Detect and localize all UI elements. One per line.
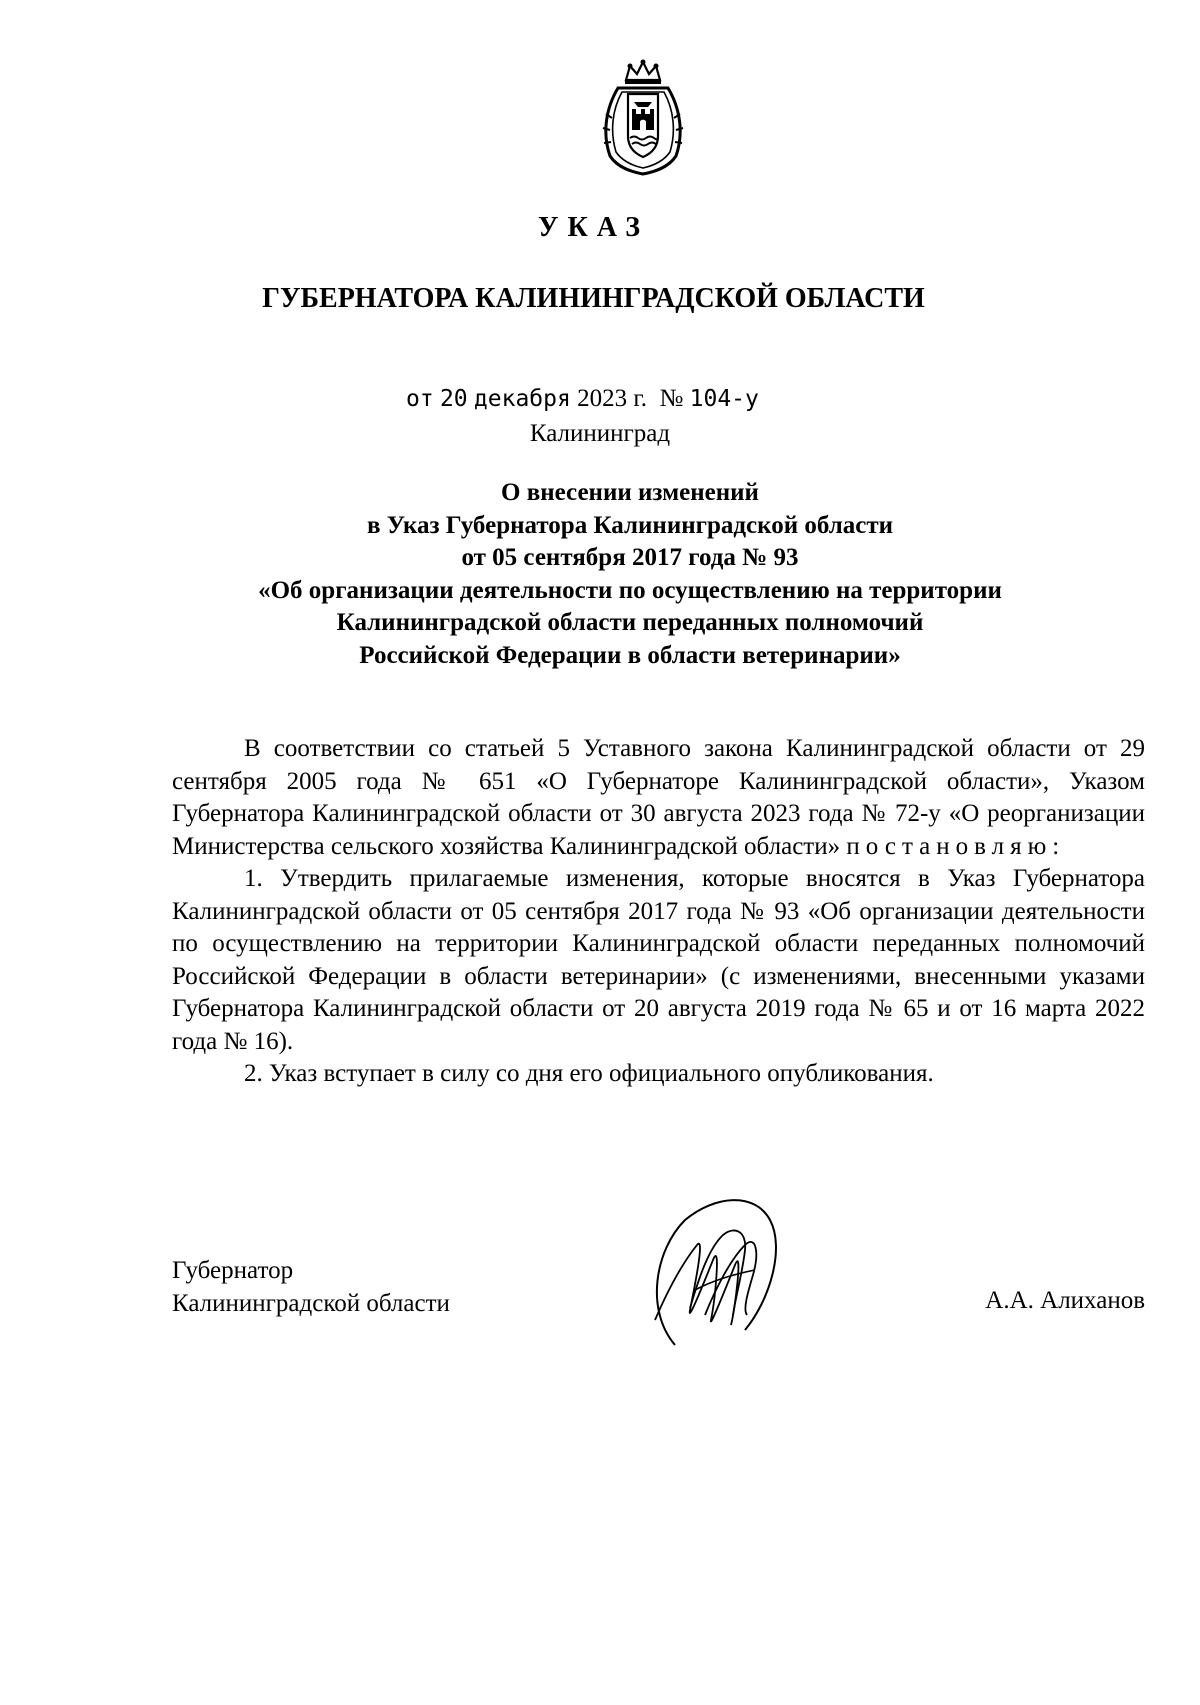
decree-word: постановляю:	[846, 832, 1066, 860]
city: Калининград	[529, 420, 671, 447]
signer-position	[172, 1254, 450, 1320]
heading-line: в Указ Губернатора Калининградской области	[366, 511, 894, 539]
heading-line: «Об организации деятельности по осуществлению на территории	[258, 576, 1002, 604]
preamble-paragraph	[172, 733, 1145, 863]
preamble-text: В соответствии со статьей 5 Уставного закона Калининградской области от 29 сентября 2005 года № 651 «О Губернаторе Калининградской области», Указом Губернатора Калининградской области от 30 августа 2023 года № 72-у «О реорганизации Министерства сельского хозяйства Калининградской области»	[172, 735, 1145, 860]
issuer-title: ГУБЕРНАТОРА КАЛИНИНГРАДСКОЙ ОБЛАСТИ	[262, 283, 925, 314]
heading-line: О внесении изменений	[501, 479, 759, 506]
item-1-paragraph: 1. Утвердить прилагаемые изменения, которые вносятся в Указ Губернатора Калининградской области от 05 сентября 2017 года № 93 «Об организации деятельности по осуществлению на территории Калининградской области переданных полномочий Российской Федерации в области ветеринарии» (с изменениями, внесенными указами Губернатора Калининградской области от 20 августа 2019 года № 65 и от 16 марта 2022 года № 16).	[172, 865, 1145, 1055]
heading-line: Российской Федерации в области ветеринарии»	[359, 641, 901, 669]
date-and-number	[406, 385, 759, 413]
position-line-2: Калининградской области	[172, 1290, 450, 1317]
date-prefix: от	[406, 386, 434, 412]
handwritten-signature-icon	[635, 1190, 815, 1350]
position-line-1: Губернатор	[172, 1257, 294, 1284]
signer-name: А.А. Алиханов	[985, 1287, 1145, 1314]
number-sign: №	[659, 385, 684, 412]
date-day: 20	[439, 386, 468, 412]
date-month: декабря	[473, 386, 571, 412]
date-year: 2023 г.	[577, 385, 648, 412]
document-type-title: УКАЗ	[537, 212, 650, 243]
decree-number: 104-у	[689, 386, 759, 412]
coat-of-arms-icon	[596, 58, 690, 176]
decree-body	[172, 733, 1145, 1091]
heading-line: Калининградской области переданных полномочий	[336, 609, 924, 637]
heading-line: от 05 сентября 2017 года № 93	[461, 544, 799, 572]
item-2-paragraph: 2. Указ вступает в силу со дня его официального опубликования.	[244, 1060, 934, 1087]
document-heading	[200, 477, 1060, 673]
